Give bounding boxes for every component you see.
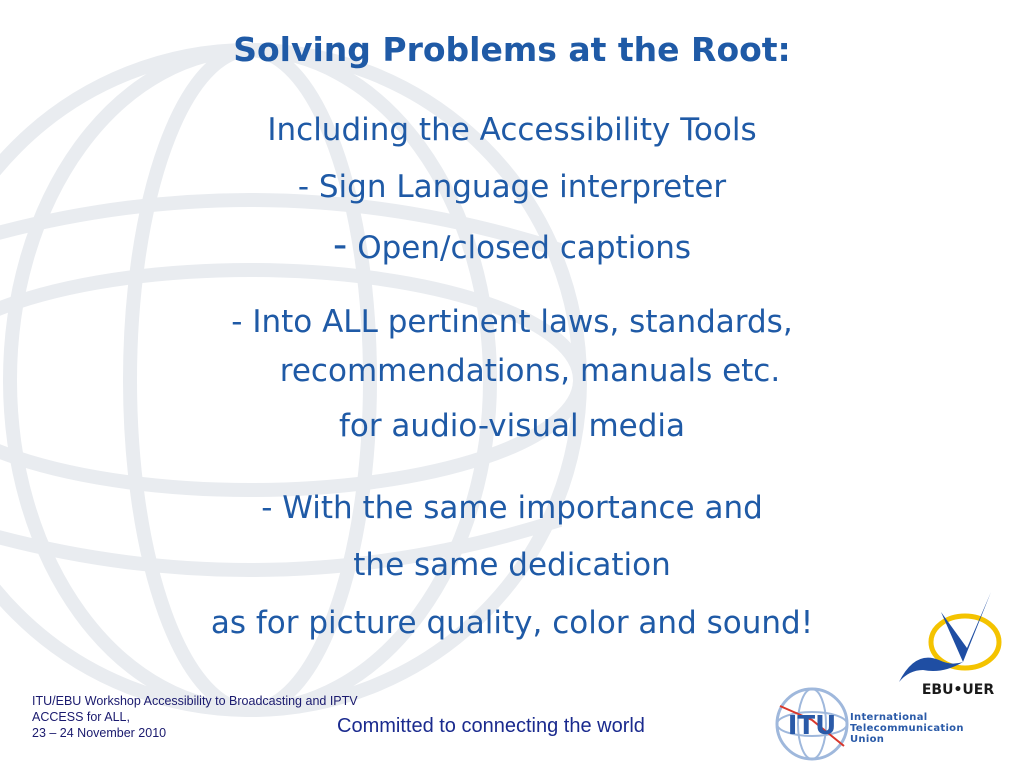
body-line-quality: as for picture quality, color and sound!: [210, 605, 814, 641]
body-line-captions: [0, 222, 1024, 268]
itu-name-line3: Union: [850, 734, 885, 745]
body-line-media: for audio-visual media: [338, 408, 686, 444]
ebu-logo-label: EBU•UER: [921, 682, 995, 698]
slide-title: Solving Problems at the Root:: [233, 30, 791, 69]
body-line-sign-language: - Sign Language interpreter: [297, 169, 727, 205]
captions-text: Open/closed captions: [357, 230, 692, 266]
event-dates: 23 – 24 November 2010: [32, 726, 167, 740]
itu-name-line1: International: [850, 712, 928, 723]
event-info: [32, 693, 358, 741]
tagline: Committed to connecting the world: [337, 715, 645, 737]
itu-name: [850, 712, 964, 745]
event-title: ITU/EBU Workshop Accessibility to Broadcasting and IPTV: [32, 694, 358, 708]
captions-dash: -: [332, 222, 348, 268]
event-subtitle: ACCESS for ALL,: [32, 710, 130, 724]
itu-name-line2: Telecommunication: [850, 723, 964, 734]
itu-logo-icon: [772, 686, 852, 762]
body-line-tools: Including the Accessibility Tools: [267, 112, 757, 148]
body-line-importance: - With the same importance and: [261, 490, 763, 526]
body-line-recommendations: recommendations, manuals etc.: [279, 353, 781, 389]
body-line-laws: - Into ALL pertinent laws, standards,: [231, 304, 793, 340]
itu-mark: ITU: [787, 711, 837, 741]
body-line-dedication: the same dedication: [353, 547, 671, 583]
